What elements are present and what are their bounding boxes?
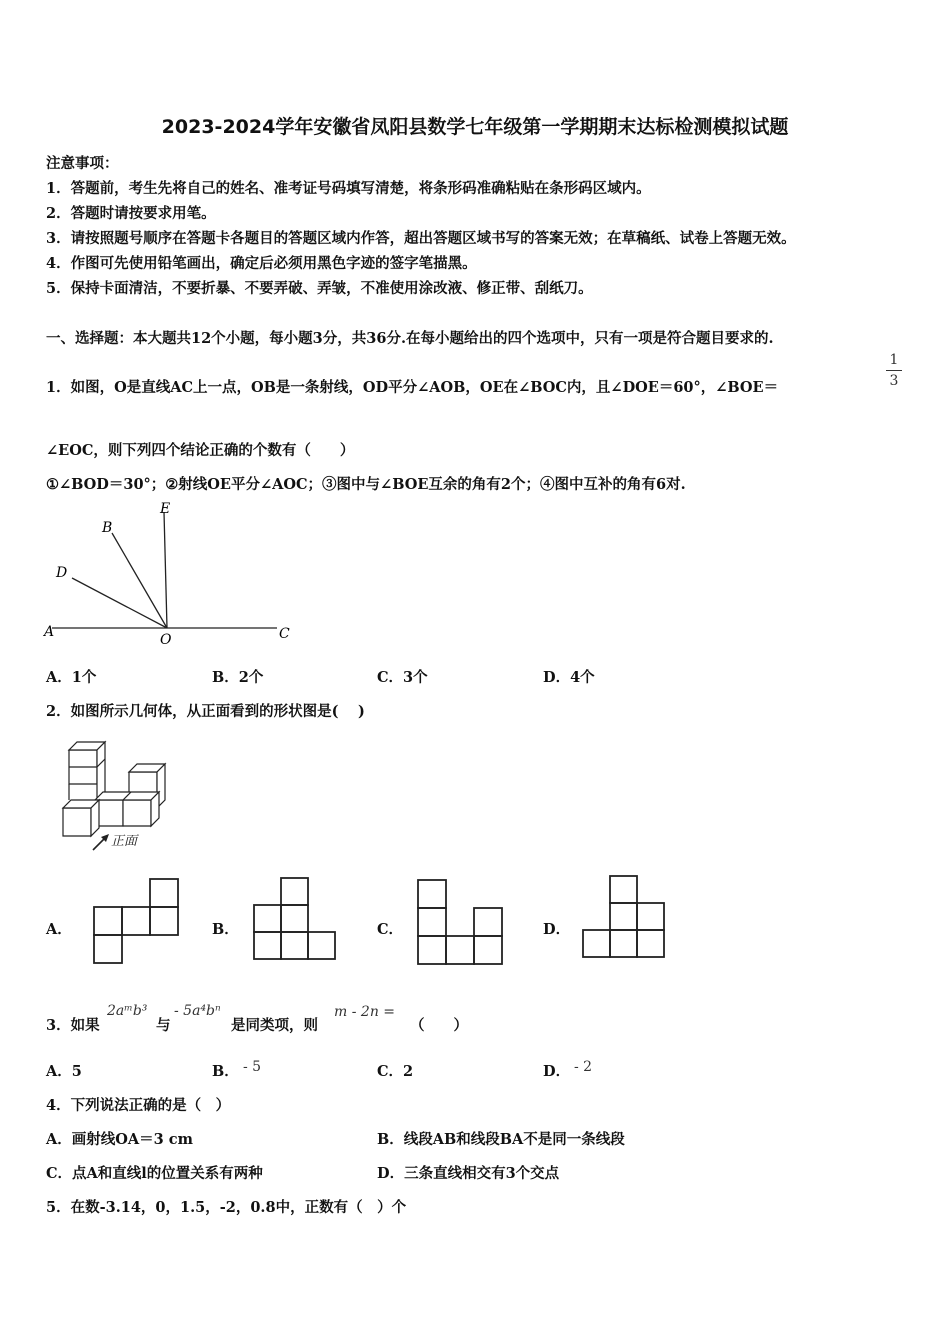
q4-option-d[interactable]: D．三条直线相交有3个交点 [377,1165,560,1182]
q4-option-a[interactable]: A．画射线OA＝3 cm [46,1131,193,1148]
label-d: D [56,565,68,581]
q3-blank: （ ） [410,1017,468,1034]
q2-option-d-label[interactable]: D． [543,921,571,938]
q1-fraction [886,352,902,389]
q2-option-b-figure[interactable] [250,875,340,965]
notice-item: 1．答题前，考生先将自己的姓名、准考证号码填写清楚，将条形码准确粘贴在条形码区域内。 [46,180,651,197]
q2-option-d-figure[interactable] [579,873,669,963]
q1-text-cont: ∠EOC，则下列四个结论正确的个数有（ ） [46,442,355,459]
q2-solid-figure [55,738,175,856]
q3-option-d[interactable]: D． [543,1063,571,1080]
q3-option-d-value: - 2 [574,1059,593,1075]
q3-option-c[interactable]: C．2 [377,1063,414,1080]
q3-option-a[interactable]: A．5 [46,1063,82,1080]
q4-option-b[interactable]: B．线段AB和线段BA不是同一条线段 [377,1131,625,1148]
notice-item: 4．作图可先使用铅笔画出，确定后必须用黑色字迹的签字笔描黑。 [46,255,477,272]
q1-option-c[interactable]: C．3个 [377,669,428,686]
q2-text: 2．如图所示几何体，从正面看到的形状图是( ) [46,703,365,720]
q3-text-same: 是同类项，则 [231,1017,318,1034]
q1-option-b[interactable]: B．2个 [212,669,264,686]
front-label: 正面 [111,834,138,849]
q3-expr1: 2aᵐb³ [107,1003,148,1019]
q4-text: 4．下列说法正确的是（ ） [46,1097,231,1114]
q3-option-b-value: - 5 [243,1059,262,1075]
fraction-denominator: 3 [889,373,899,389]
q2-option-a-label[interactable]: A． [46,921,72,938]
label-e: E [160,501,171,517]
q5-text: 5．在数-3.14，0，1.5，-2，0.8中，正数有（ ）个 [46,1199,407,1216]
q2-option-b-label[interactable]: B． [212,921,239,938]
label-a: A [44,624,55,640]
label-b: B [102,520,113,536]
q1-angle-figure [40,500,300,650]
q3-option-b[interactable]: B． [212,1063,239,1080]
ray-oe [164,512,167,628]
page-title: 2023-2024学年安徽省凤阳县数学七年级第一学期期末达标检测模拟试题 [161,116,789,138]
label-c: C [279,626,290,642]
fraction-numerator: 1 [889,352,899,368]
q2-option-c-figure[interactable] [414,877,506,967]
notice-heading: 注意事项： [46,155,119,172]
q4-option-c[interactable]: C．点A和直线l的位置关系有两种 [46,1165,263,1182]
q2-option-a-figure[interactable] [90,876,182,966]
q3-expr2: - 5a⁴bⁿ [174,1003,221,1019]
q2-option-c-label[interactable]: C． [377,921,404,938]
q3-text: 3．如果 [46,1017,100,1034]
q1-statements: ①∠BOD＝30°；②射线OE平分∠AOC；③图中与∠BOE互余的角有2个；④图中互补的角有6对. [46,476,686,493]
q1-option-a[interactable]: A．1个 [46,669,97,686]
section-heading: 一、选择题：本大题共12个小题，每小题3分，共36分.在每小题给出的四个选项中，只有一项是符合题目要求的. [46,330,774,347]
q1-option-d[interactable]: D．4个 [543,669,595,686]
notice-item: 3．请按照题号顺序在答题卡各题目的答题区域内作答，超出答题区域书写的答案无效；在草稿纸、试卷上答题无效。 [46,230,796,247]
q3-expr3: m - 2n = [334,1004,396,1020]
label-o: O [160,632,172,648]
q1-text: 1．如图，O是直线AC上一点，OB是一条射线，OD平分∠AOB，OE在∠BOC内，且∠DOE＝60°，∠BOE＝ [46,379,779,396]
notice-item: 5．保持卡面清洁，不要折暴、不要弄破、弄皱，不准使用涂改液、修正带、刮纸刀。 [46,280,593,297]
notice-item: 2．答题时请按要求用笔。 [46,205,216,222]
q3-text-with: 与 [156,1017,171,1034]
